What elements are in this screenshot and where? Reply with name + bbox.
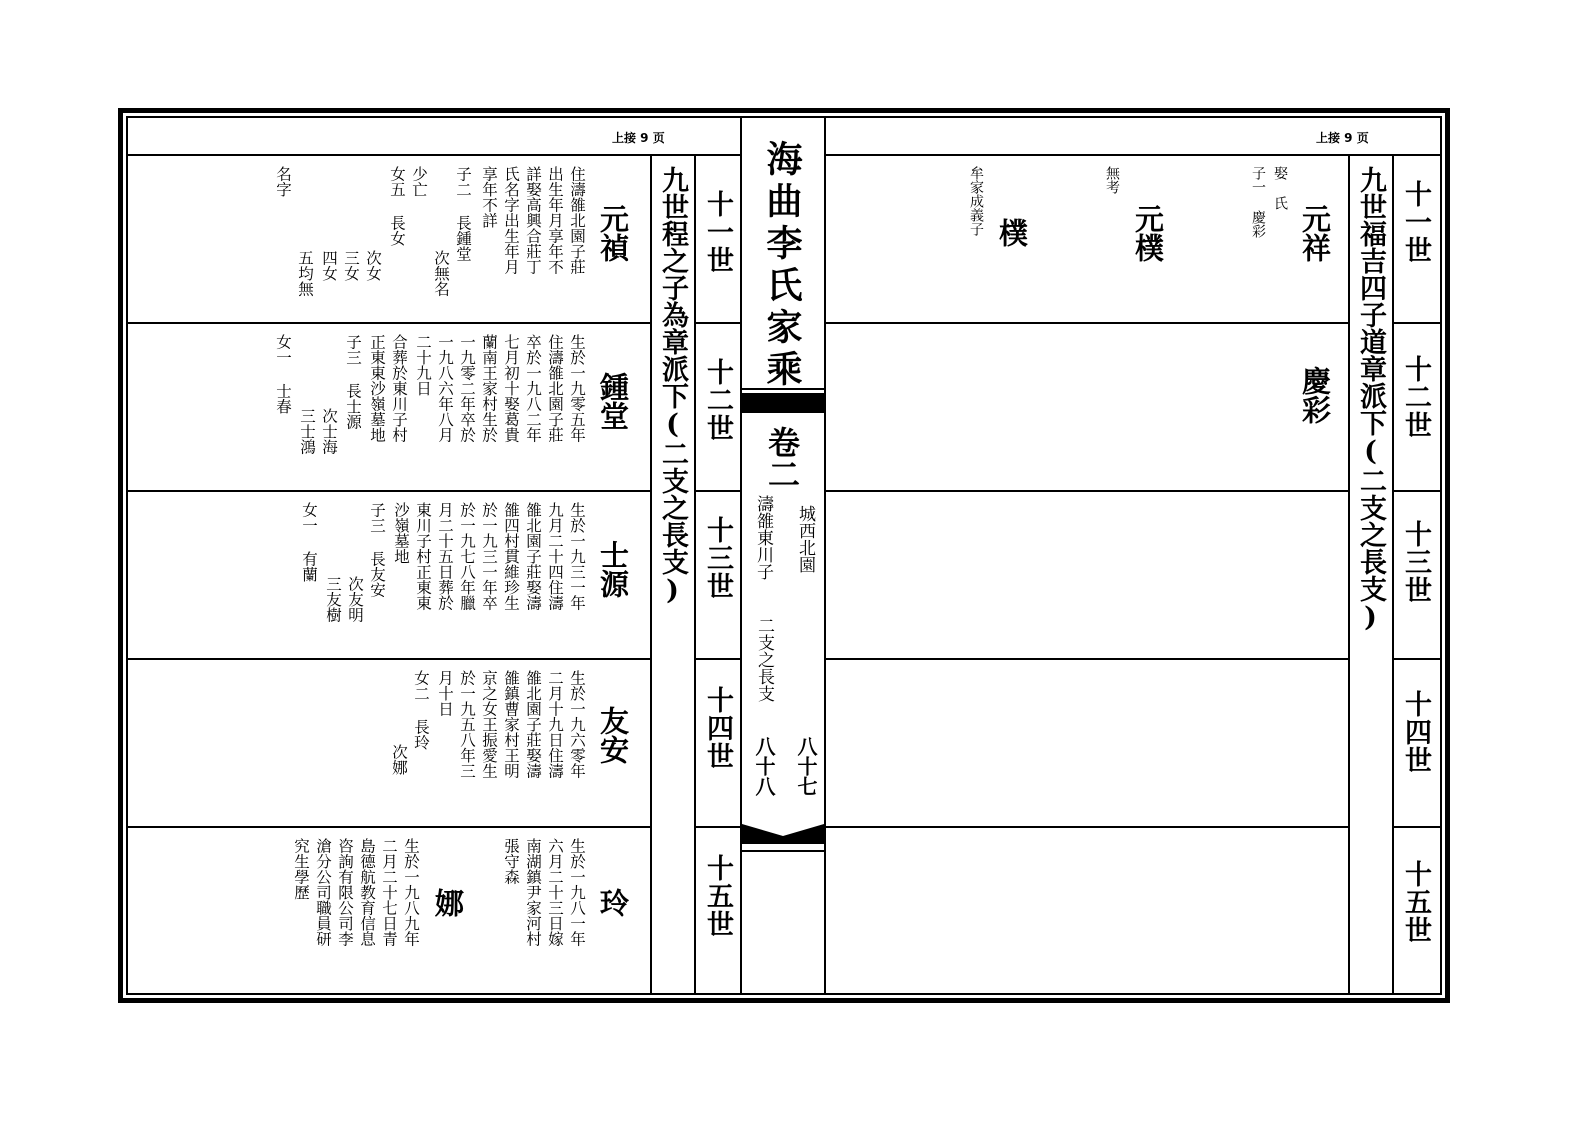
spine-branch: 二支之長支: [754, 617, 774, 702]
record-line: 雒四村貫維珍生: [502, 502, 520, 611]
gen-label: 十四世: [1400, 690, 1431, 774]
record-line: 二十九日: [414, 334, 432, 396]
spine-line: [742, 850, 824, 852]
volume-label: 卷二: [763, 426, 801, 490]
record-line: 氏名字出生年月: [502, 166, 520, 275]
left-branch-line: [650, 154, 652, 994]
record-line: 生於一九八一年: [568, 838, 586, 947]
right-gen-line-h: [1392, 826, 1440, 828]
person-name: 元樸: [1131, 204, 1165, 262]
person-name: 鍾堂: [596, 372, 630, 430]
record-line: 咨詢有限公司李: [336, 838, 354, 947]
record-line: 生於一九六零年: [568, 670, 586, 779]
spine-right-line: [824, 118, 826, 994]
record-line: 女五 長女: [388, 166, 406, 246]
record-line: 生於一九三一年: [568, 502, 586, 611]
record-line: 京之女王振愛生: [480, 670, 498, 779]
record-line: 二月十九日住濤: [546, 670, 564, 779]
record-line: 出生年月享年不: [546, 166, 564, 275]
right-gen-line-h: [1392, 490, 1440, 492]
record-line: 張守森: [502, 838, 520, 885]
record-line: 月二十五日葬於: [436, 502, 454, 611]
record-line: 子一 慶彩: [1250, 166, 1266, 238]
record-line: 月十日: [436, 670, 454, 717]
left-row-line: [128, 658, 650, 660]
record-line: 究生學歷: [292, 838, 310, 900]
record-line: 享年不詳: [480, 166, 498, 228]
record-line: 牟家成義子: [968, 166, 984, 236]
record-line: 卒於一九八二年: [524, 334, 542, 443]
record-line: 五均無: [296, 250, 314, 297]
page-number-right: 八十八: [752, 736, 776, 796]
record-line: 無考: [1104, 166, 1120, 194]
person-name: 士源: [596, 540, 630, 598]
person-name: 樸: [995, 218, 1029, 247]
record-line: 次士海: [320, 408, 338, 455]
gen-label: 十一世: [702, 190, 733, 274]
gen-label: 十一世: [1400, 180, 1431, 264]
record-line: 於一九三一年卒: [480, 502, 498, 611]
continue-hint-right: 上接 9 页: [1316, 131, 1369, 145]
left-gen-line-h: [694, 658, 740, 660]
record-line: 住濤雒北園子莊: [568, 166, 586, 275]
record-line: 娶 氏: [1272, 166, 1288, 210]
right-row-line: [826, 322, 1348, 324]
record-line: 女二 長玲: [412, 670, 430, 750]
spine-left-line: [740, 118, 742, 994]
record-line: 女一 士春: [274, 334, 292, 414]
record-line: 次娜: [390, 744, 408, 775]
record-line: 蘭南王家村生於: [480, 334, 498, 443]
right-gen-line-h: [1392, 658, 1440, 660]
left-gen-line: [694, 154, 696, 994]
left-row-line: [128, 826, 650, 828]
record-line: 名字: [274, 166, 292, 197]
gen-label: 十二世: [1400, 355, 1431, 439]
record-line: 六月二十三日嫁: [546, 838, 564, 947]
gen-label: 十二世: [702, 358, 733, 442]
record-line: 生於一九八九年: [402, 838, 420, 947]
left-header-line: [128, 154, 740, 156]
record-line: 雒北園子莊娶濤: [524, 670, 542, 779]
left-row-line: [128, 490, 650, 492]
record-line: 子二 長鍾堂: [454, 166, 472, 262]
person-name: 慶彩: [1298, 366, 1332, 424]
record-line: 一九八六年八月: [436, 334, 454, 443]
record-line: 次女: [364, 250, 382, 281]
record-line: 東川子村正東東: [414, 502, 432, 611]
record-line: 南湖鎮尹家河村: [524, 838, 542, 947]
record-line: 三友樹: [324, 576, 342, 623]
gen-label: 十五世: [1400, 860, 1431, 944]
person-name: 玲: [596, 888, 630, 917]
fishtail-bottom-mark: [742, 820, 824, 850]
record-line: 住濤雒北園子莊: [546, 334, 564, 443]
left-gen-line-h: [694, 826, 740, 828]
record-line: 生於一九零五年: [568, 334, 586, 443]
record-line: 女一 有蘭: [300, 502, 318, 582]
right-branch-line: [1348, 154, 1350, 994]
record-line: 七月初十娶葛貴: [502, 334, 520, 443]
record-line: 島德航教育信息: [358, 838, 376, 947]
person-name: 元祥: [1298, 204, 1332, 262]
right-row-line: [826, 826, 1348, 828]
record-line: 詳娶高興合莊丁: [524, 166, 542, 275]
branch-title-right: 九世福吉四子道章派下(二支之長支): [1355, 166, 1386, 633]
record-line: 四女: [320, 250, 338, 281]
record-line: 三士鴻: [298, 408, 316, 455]
person-name: 友安: [596, 706, 630, 764]
record-line: 滄分公司職員研: [314, 838, 332, 947]
book-title: 海曲李氏家乘: [761, 140, 803, 392]
record-line: 於一九七八年臘: [458, 502, 476, 611]
left-gen-line-h: [694, 322, 740, 324]
person-name: 元禎: [596, 204, 630, 262]
right-gen-line-h: [1392, 322, 1440, 324]
record-line: 正東東沙嶺墓地: [368, 334, 386, 443]
gen-label: 十三世: [1400, 520, 1431, 604]
spine-place2: 濤雒東川子: [753, 495, 773, 580]
left-row-line: [128, 322, 650, 324]
fishtail-top-mark: [742, 393, 824, 419]
right-row-line: [826, 490, 1348, 492]
gen-label: 十三世: [702, 516, 733, 600]
record-line: 三女: [342, 250, 360, 281]
person-name: 娜: [431, 888, 465, 917]
record-line: 次友明: [346, 576, 364, 623]
spine-place: 城西北園: [795, 505, 815, 573]
page-number-left: 八十七: [794, 736, 818, 796]
record-line: 子三 長友安: [368, 502, 386, 598]
record-line: 於一九五八年三: [458, 670, 476, 779]
left-gen-line-h: [694, 490, 740, 492]
record-line: 雒鎮曹家村王明: [502, 670, 520, 779]
record-line: 雒北園子莊娶濤: [524, 502, 542, 611]
right-row-line: [826, 658, 1348, 660]
record-line: 二月二十七日青: [380, 838, 398, 947]
branch-title-left: 九世程之子為章派下(二支之長支): [657, 166, 688, 606]
right-gen-line: [1392, 154, 1394, 994]
record-line: 沙嶺墓地: [392, 502, 410, 564]
record-line: 九月二十四住濤: [546, 502, 564, 611]
gen-label: 十五世: [702, 854, 733, 938]
continue-hint-left: 上接 9 页: [612, 131, 665, 145]
record-line: 次無名: [432, 250, 450, 297]
record-line: 少亡: [410, 166, 428, 197]
record-line: 合葬於東川子村: [390, 334, 408, 443]
record-line: 子三 長士源: [344, 334, 362, 430]
gen-label: 十四世: [702, 686, 733, 770]
record-line: 一九零二年卒於: [458, 334, 476, 443]
